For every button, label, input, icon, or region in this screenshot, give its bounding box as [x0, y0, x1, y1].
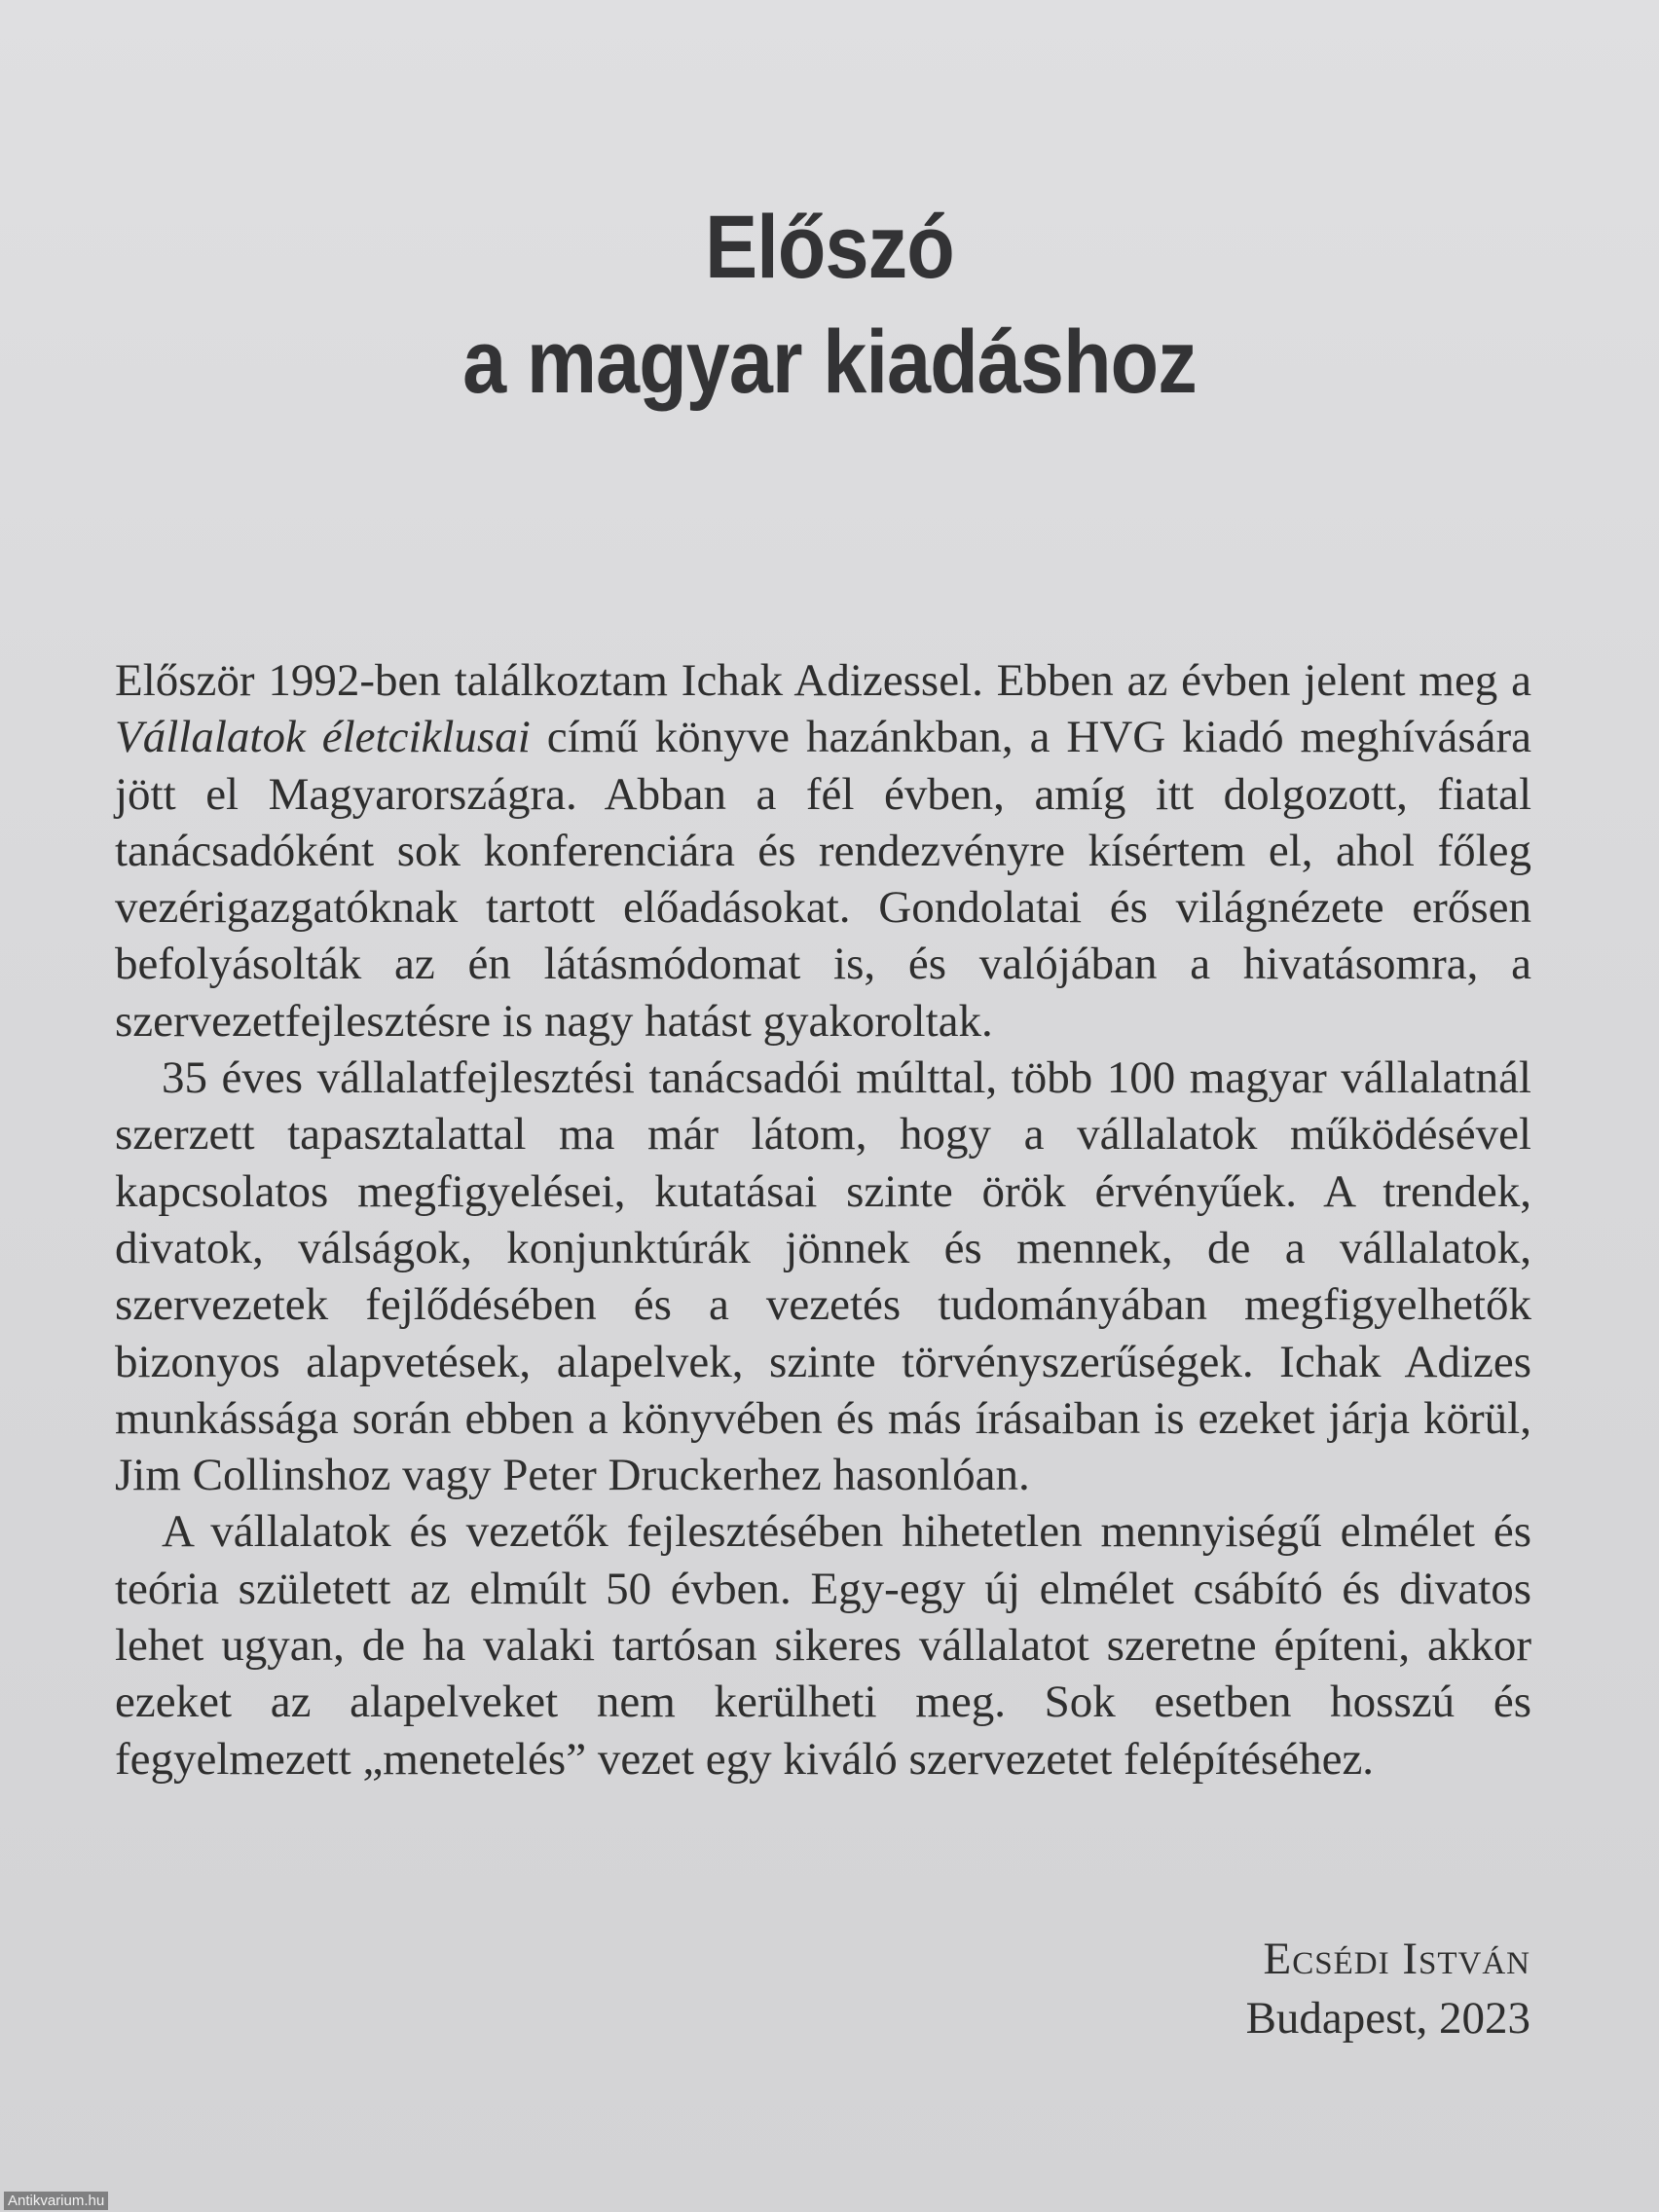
chapter-title — [0, 190, 1659, 420]
paragraph-1-start: Először 1992-ben találkoztam Ichak Adizessel. Ebben az évben jelent meg a — [115, 655, 1531, 706]
paragraph-3: A vállalatok és vezetők fejlesztésében hihetetlen mennyiségű elmélet és teória született az elmúlt 50 évben. Egy-egy új elmélet csábító és divatos lehet ugyan, de ha valaki tartósan sikeres vállalatot szeretne építeni, akkor ezeket az alapelveket nem kerülheti meg. Sok esetben hosszú és fegyelmezett „menetelés” vezet egy kiváló szervezetet felépítéséhez. — [115, 1506, 1531, 1785]
body-text — [115, 652, 1531, 1788]
book-title-italic: Vállalatok életciklusai — [115, 712, 531, 763]
paragraph-1 — [115, 652, 1531, 1050]
place-date: Budapest, 2023 — [1245, 1993, 1530, 2044]
author-name: Ecsédi István — [1263, 1934, 1530, 1984]
paragraph-2: 35 éves vállalatfejlesztési tanácsadói múlttal, több 100 magyar vállalatnál szerzett tapasztalattal ma már látom, hogy a vállalatok működésével kapcsolatos megfigyelései, kutatásai szinte örök érvényűek. A trendek, divatok, válságok, konjunktúrák jönnek és mennek, de a vállalatok, szervezetek fejlődésében és a vezetés tudományában megfigyelhetők bizonyos alapvetések, alapelvek, szinte törvényszerűségek. Ichak Adizes munkássága során ebben a könyvében és más írásaiban is ezeket járja körül, Jim Collinshoz vagy Peter Druckerhez hasonlóan. — [115, 1052, 1531, 1501]
watermark: Antikvarium.hu — [4, 2192, 108, 2210]
signature-block — [1246, 1930, 1530, 2048]
paragraph-1-end: című könyve hazánkban, a HVG kiadó meghívására jött el Magyarországra. Abban a fél évben, amíg itt dolgozott, fiatal tanácsadóként sok konferenciára és rendezvényre kísértem el, ahol főleg vezérigazgatóknak tartott előadásokat. Gondolatai és világnézete erősen befolyásolták az én látásmódomat is, és valójában a hivatásomra, a szervezetfejlesztésre is nagy hatást gyakoroltak. — [115, 712, 1532, 1047]
title-line-2: a magyar kiadáshoz — [462, 313, 1197, 412]
title-line-1: Előszó — [705, 198, 954, 297]
